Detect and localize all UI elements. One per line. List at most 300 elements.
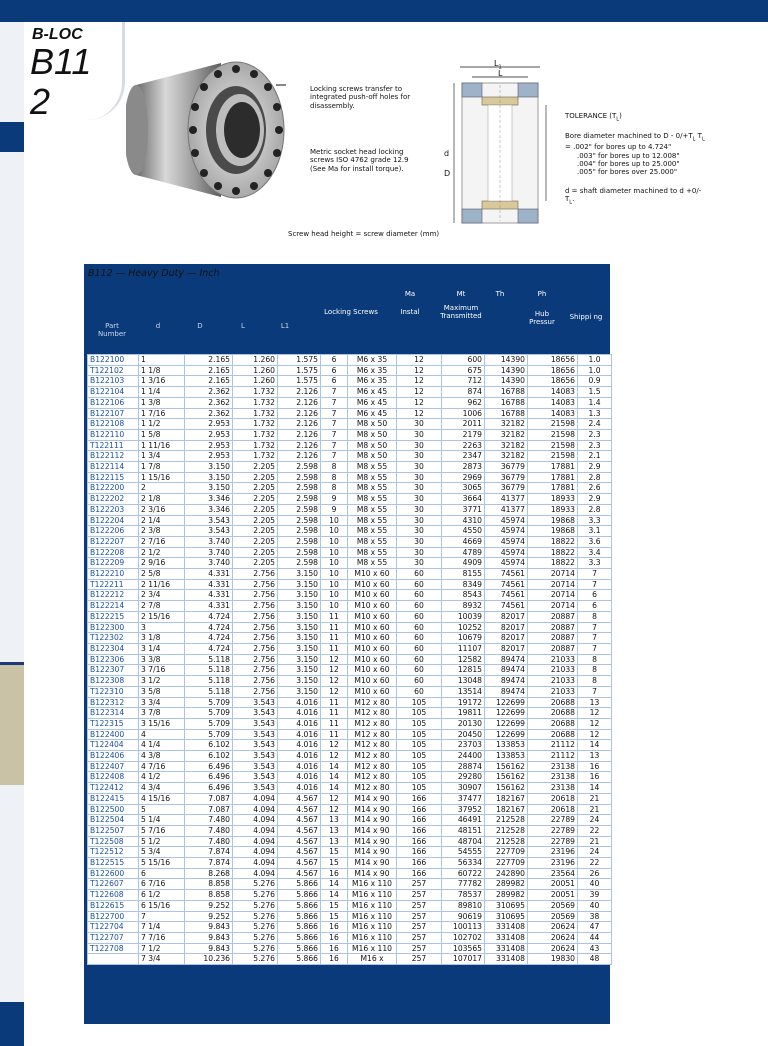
cell-screw-size: M14 x 90 xyxy=(348,793,397,804)
cell-part-number: T122404 xyxy=(88,740,139,751)
col-header-mt: Mt Maximum Transmitted xyxy=(440,290,482,320)
cell-screw-size: M8 x 55 xyxy=(348,472,397,483)
cell-length-L: 4.094 xyxy=(233,815,278,826)
cell-bore-d: 1 3/8 xyxy=(139,397,185,408)
cell-bore-d: 5 7/16 xyxy=(139,825,185,836)
brand-bloc: B-LOC xyxy=(32,26,83,43)
cell-length-L1: 2.126 xyxy=(278,408,321,419)
cell-screw-size: M14 x 90 xyxy=(348,847,397,858)
cell-install-torque: 60 xyxy=(397,622,442,633)
table-row xyxy=(88,868,612,879)
cell-length-L1: 4.567 xyxy=(278,868,321,879)
cell-install-torque: 105 xyxy=(397,772,442,783)
cell-screw-count: 12 xyxy=(321,665,348,676)
cell-part-number: B122202 xyxy=(88,494,139,505)
cell-hub-pressure: 18822 xyxy=(528,547,578,558)
cell-shipping-weight: 2.9 xyxy=(578,494,612,505)
cell-shipping-weight: 3.3 xyxy=(578,558,612,569)
cell-thrust: 212528 xyxy=(485,815,528,826)
cell-max-torque: 12815 xyxy=(442,665,485,676)
cell-screw-size: M12 x 80 xyxy=(348,783,397,794)
cell-length-L1: 2.598 xyxy=(278,558,321,569)
cell-bore-d: 3 15/16 xyxy=(139,718,185,729)
cell-bore-d: 4 3/4 xyxy=(139,783,185,794)
cross-section-drawing xyxy=(440,55,560,235)
cell-screw-count: 13 xyxy=(321,836,348,847)
cell-length-L1: 4.567 xyxy=(278,847,321,858)
cell-thrust: 331408 xyxy=(485,943,528,954)
table-row xyxy=(88,676,612,687)
cell-part-number: B122507 xyxy=(88,825,139,836)
cell-thrust: 36779 xyxy=(485,472,528,483)
cell-hub-pressure: 20569 xyxy=(528,900,578,911)
cell-shipping-weight: 1.5 xyxy=(578,387,612,398)
cell-max-torque: 675 xyxy=(442,365,485,376)
cell-hub-pressure: 21598 xyxy=(528,419,578,430)
table-row xyxy=(88,729,612,740)
cell-thrust: 36779 xyxy=(485,462,528,473)
cell-length-L: 2.756 xyxy=(233,686,278,697)
cell-outer-D: 5.709 xyxy=(185,718,233,729)
cell-bore-d: 6 1/2 xyxy=(139,890,185,901)
cell-length-L1: 2.598 xyxy=(278,504,321,515)
cell-part-number: B122615 xyxy=(88,900,139,911)
cell-shipping-weight: 8 xyxy=(578,676,612,687)
cell-thrust: 74561 xyxy=(485,579,528,590)
cell-thrust: 89474 xyxy=(485,654,528,665)
cell-length-L1: 4.567 xyxy=(278,815,321,826)
cell-screw-count: 11 xyxy=(321,622,348,633)
cell-length-L1: 3.150 xyxy=(278,611,321,622)
cell-length-L: 4.094 xyxy=(233,847,278,858)
table-row xyxy=(88,686,612,697)
cell-max-torque: 3771 xyxy=(442,504,485,515)
cell-thrust: 82017 xyxy=(485,622,528,633)
cell-part-number: B122400 xyxy=(88,729,139,740)
cell-shipping-weight: 0.9 xyxy=(578,376,612,387)
cell-part-number: B122312 xyxy=(88,697,139,708)
cell-outer-D: 10.236 xyxy=(185,954,233,965)
cell-screw-size: M6 x 35 xyxy=(348,355,397,366)
table-row xyxy=(88,515,612,526)
cell-shipping-weight: 21 xyxy=(578,804,612,815)
cell-screw-count: 6 xyxy=(321,376,348,387)
cell-thrust: 331408 xyxy=(485,922,528,933)
cell-install-torque: 30 xyxy=(397,440,442,451)
cell-max-torque: 10679 xyxy=(442,633,485,644)
cell-length-L: 2.205 xyxy=(233,494,278,505)
cell-screw-size: M8 x 55 xyxy=(348,526,397,537)
cell-max-torque: 4550 xyxy=(442,526,485,537)
cell-outer-D: 3.543 xyxy=(185,526,233,537)
cell-shipping-weight: 39 xyxy=(578,890,612,901)
cell-bore-d: 1 1/8 xyxy=(139,365,185,376)
cell-install-torque: 105 xyxy=(397,751,442,762)
cell-install-torque: 30 xyxy=(397,526,442,537)
cell-shipping-weight: 7 xyxy=(578,622,612,633)
cell-thrust: 32182 xyxy=(485,440,528,451)
cell-thrust: 289982 xyxy=(485,890,528,901)
cell-length-L: 2.205 xyxy=(233,483,278,494)
cell-install-torque: 60 xyxy=(397,611,442,622)
cell-length-L: 5.276 xyxy=(233,922,278,933)
cell-bore-d: 4 15/16 xyxy=(139,793,185,804)
cell-length-L1: 4.016 xyxy=(278,697,321,708)
cell-max-torque: 37952 xyxy=(442,804,485,815)
cell-bore-d: 3 7/16 xyxy=(139,665,185,676)
cell-bore-d: 2 11/16 xyxy=(139,579,185,590)
cell-part-number: B122114 xyxy=(88,462,139,473)
cell-screw-size: M12 x 80 xyxy=(348,708,397,719)
cell-screw-count: 7 xyxy=(321,419,348,430)
cell-thrust: 82017 xyxy=(485,633,528,644)
cell-install-torque: 30 xyxy=(397,494,442,505)
cell-part-number: T122111 xyxy=(88,440,139,451)
cell-screw-count: 9 xyxy=(321,504,348,515)
cell-length-L: 5.276 xyxy=(233,954,278,965)
cell-thrust: 89474 xyxy=(485,665,528,676)
cell-shipping-weight: 1.3 xyxy=(578,408,612,419)
cell-screw-count: 6 xyxy=(321,365,348,376)
cell-screw-size: M8 x 55 xyxy=(348,462,397,473)
cell-install-torque: 12 xyxy=(397,387,442,398)
cell-max-torque: 20130 xyxy=(442,718,485,729)
cell-max-torque: 13514 xyxy=(442,686,485,697)
cell-length-L: 1.260 xyxy=(233,365,278,376)
cell-screw-size: M10 x 60 xyxy=(348,569,397,580)
cell-outer-D: 5.709 xyxy=(185,708,233,719)
cell-thrust: 89474 xyxy=(485,676,528,687)
cell-thrust: 242890 xyxy=(485,868,528,879)
cell-length-L: 4.094 xyxy=(233,836,278,847)
cell-hub-pressure: 20688 xyxy=(528,697,578,708)
cell-length-L1: 2.598 xyxy=(278,526,321,537)
cell-length-L: 1.732 xyxy=(233,429,278,440)
cell-thrust: 310695 xyxy=(485,900,528,911)
cell-screw-count: 14 xyxy=(321,761,348,772)
cell-outer-D: 9.252 xyxy=(185,911,233,922)
cell-screw-size: M10 x 60 xyxy=(348,590,397,601)
cell-thrust: 41377 xyxy=(485,504,528,515)
cell-outer-D: 5.118 xyxy=(185,665,233,676)
table-row xyxy=(88,622,612,633)
cell-install-torque: 60 xyxy=(397,686,442,697)
cell-shipping-weight: 7 xyxy=(578,686,612,697)
cell-max-torque: 23703 xyxy=(442,740,485,751)
cell-part-number: T122310 xyxy=(88,686,139,697)
cell-shipping-weight: 7 xyxy=(578,579,612,590)
cell-part-number: T122607 xyxy=(88,879,139,890)
cell-hub-pressure: 18822 xyxy=(528,536,578,547)
cell-length-L1: 4.567 xyxy=(278,836,321,847)
cell-max-torque: 103565 xyxy=(442,943,485,954)
table-row xyxy=(88,451,612,462)
cell-thrust: 16788 xyxy=(485,387,528,398)
cell-thrust: 122699 xyxy=(485,697,528,708)
cell-outer-D: 7.480 xyxy=(185,836,233,847)
cell-thrust: 16788 xyxy=(485,397,528,408)
cell-outer-D: 4.331 xyxy=(185,590,233,601)
cell-install-torque: 257 xyxy=(397,932,442,943)
cell-thrust: 45974 xyxy=(485,515,528,526)
cell-length-L: 2.756 xyxy=(233,643,278,654)
cell-shipping-weight: 40 xyxy=(578,900,612,911)
cell-screw-size: M8 x 50 xyxy=(348,419,397,430)
cell-length-L1: 2.598 xyxy=(278,536,321,547)
cell-outer-D: 7.480 xyxy=(185,825,233,836)
cell-part-number: B122107 xyxy=(88,408,139,419)
tolerance-line2: .003" for bores up to 12.008" xyxy=(577,151,680,160)
cell-bore-d: 4 1/2 xyxy=(139,772,185,783)
cell-length-L1: 3.150 xyxy=(278,601,321,612)
cell-hub-pressure: 14083 xyxy=(528,387,578,398)
cell-hub-pressure: 22789 xyxy=(528,815,578,826)
cell-screw-count: 12 xyxy=(321,751,348,762)
cell-length-L1: 2.126 xyxy=(278,451,321,462)
cell-hub-pressure: 22789 xyxy=(528,836,578,847)
cell-thrust: 156162 xyxy=(485,783,528,794)
cell-outer-D: 4.724 xyxy=(185,633,233,644)
cell-length-L1: 4.016 xyxy=(278,718,321,729)
table-row xyxy=(88,836,612,847)
cell-install-torque: 60 xyxy=(397,579,442,590)
cell-outer-D: 2.362 xyxy=(185,397,233,408)
cell-shipping-weight: 24 xyxy=(578,815,612,826)
cell-thrust: 331408 xyxy=(485,954,528,965)
cell-screw-size: M8 x 50 xyxy=(348,440,397,451)
cell-thrust: 41377 xyxy=(485,494,528,505)
cell-max-torque: 10252 xyxy=(442,622,485,633)
cell-thrust: 14390 xyxy=(485,355,528,366)
cell-bore-d: 2 3/16 xyxy=(139,504,185,515)
cell-hub-pressure: 21033 xyxy=(528,654,578,665)
table-row xyxy=(88,472,612,483)
cell-thrust: 36779 xyxy=(485,483,528,494)
cell-screw-size: M16 x 110 xyxy=(348,932,397,943)
cell-install-torque: 30 xyxy=(397,504,442,515)
cell-max-torque: 48704 xyxy=(442,836,485,847)
cell-install-torque: 105 xyxy=(397,740,442,751)
cell-length-L: 4.094 xyxy=(233,825,278,836)
cell-hub-pressure: 23564 xyxy=(528,868,578,879)
cell-screw-count: 15 xyxy=(321,847,348,858)
cell-thrust: 32182 xyxy=(485,419,528,430)
cell-screw-size: M8 x 55 xyxy=(348,547,397,558)
cell-install-torque: 60 xyxy=(397,654,442,665)
cell-length-L1: 3.150 xyxy=(278,686,321,697)
cell-length-L1: 2.598 xyxy=(278,462,321,473)
cell-shipping-weight: 16 xyxy=(578,772,612,783)
cell-part-number: B122210 xyxy=(88,569,139,580)
cell-install-torque: 30 xyxy=(397,536,442,547)
cell-part-number: B122700 xyxy=(88,911,139,922)
cell-length-L: 2.205 xyxy=(233,504,278,515)
cell-install-torque: 60 xyxy=(397,601,442,612)
cell-screw-count: 11 xyxy=(321,729,348,740)
table-row xyxy=(88,751,612,762)
cell-screw-size: M8 x 55 xyxy=(348,494,397,505)
cell-length-L1: 5.866 xyxy=(278,932,321,943)
cell-bore-d: 7 7/16 xyxy=(139,932,185,943)
col-header-part: Part Number xyxy=(97,322,127,338)
table-row xyxy=(88,943,612,954)
cell-screw-size: M10 x 60 xyxy=(348,579,397,590)
cell-bore-d: 2 15/16 xyxy=(139,611,185,622)
cell-length-L1: 4.016 xyxy=(278,761,321,772)
cell-length-L1: 3.150 xyxy=(278,590,321,601)
cell-part-number: B122504 xyxy=(88,815,139,826)
col-header-th: Th xyxy=(495,290,505,298)
cell-bore-d: 2 7/16 xyxy=(139,536,185,547)
cell-part-number: B122515 xyxy=(88,858,139,869)
cell-max-torque: 874 xyxy=(442,387,485,398)
cell-hub-pressure: 21598 xyxy=(528,451,578,462)
cell-length-L: 3.543 xyxy=(233,772,278,783)
cell-hub-pressure: 20051 xyxy=(528,890,578,901)
cell-install-torque: 12 xyxy=(397,408,442,419)
cell-thrust: 212528 xyxy=(485,825,528,836)
cell-screw-size: M16 x 110 xyxy=(348,890,397,901)
cell-shipping-weight: 16 xyxy=(578,761,612,772)
cell-bore-d: 7 xyxy=(139,911,185,922)
cell-thrust: 32182 xyxy=(485,451,528,462)
cell-screw-size: M8 x 50 xyxy=(348,429,397,440)
cell-thrust: 74561 xyxy=(485,569,528,580)
cell-part-number: T122608 xyxy=(88,890,139,901)
cell-shipping-weight: 3.3 xyxy=(578,515,612,526)
cell-bore-d: 3 3/4 xyxy=(139,697,185,708)
cell-outer-D: 4.331 xyxy=(185,569,233,580)
cell-length-L: 5.276 xyxy=(233,890,278,901)
table-row xyxy=(88,718,612,729)
cell-part-number: B122200 xyxy=(88,483,139,494)
cell-screw-count: 11 xyxy=(321,643,348,654)
table-row xyxy=(88,526,612,537)
cell-part-number: B122306 xyxy=(88,654,139,665)
cell-install-torque: 60 xyxy=(397,633,442,644)
cell-shipping-weight: 2.1 xyxy=(578,451,612,462)
cell-length-L: 1.732 xyxy=(233,419,278,430)
cell-screw-size: M12 x 80 xyxy=(348,729,397,740)
table-row xyxy=(88,633,612,644)
cell-part-number: B122108 xyxy=(88,419,139,430)
cell-length-L: 5.276 xyxy=(233,943,278,954)
cell-part-number: T122315 xyxy=(88,718,139,729)
cell-outer-D: 6.496 xyxy=(185,772,233,783)
cell-hub-pressure: 21033 xyxy=(528,686,578,697)
cell-screw-size: M12 x 80 xyxy=(348,718,397,729)
cell-screw-size: M8 x 55 xyxy=(348,504,397,515)
cell-outer-D: 3.543 xyxy=(185,515,233,526)
cell-screw-count: 8 xyxy=(321,483,348,494)
table-row xyxy=(88,494,612,505)
cell-hub-pressure: 20618 xyxy=(528,793,578,804)
cell-screw-count: 10 xyxy=(321,515,348,526)
cell-outer-D: 9.843 xyxy=(185,932,233,943)
table-row xyxy=(88,858,612,869)
brand-model: B11 xyxy=(30,41,92,82)
cell-install-torque: 105 xyxy=(397,697,442,708)
cell-hub-pressure: 23138 xyxy=(528,783,578,794)
cell-screw-size: M10 x 60 xyxy=(348,686,397,697)
cell-thrust: 212528 xyxy=(485,836,528,847)
cell-install-torque: 12 xyxy=(397,397,442,408)
table-row xyxy=(88,355,612,366)
cell-bore-d: 1 1/2 xyxy=(139,419,185,430)
cell-thrust: 14390 xyxy=(485,376,528,387)
col-header-D: D xyxy=(197,322,203,330)
cell-thrust: 89474 xyxy=(485,686,528,697)
cell-max-torque: 600 xyxy=(442,355,485,366)
cell-hub-pressure: 20688 xyxy=(528,718,578,729)
cell-shipping-weight: 3.1 xyxy=(578,526,612,537)
cell-length-L1: 2.598 xyxy=(278,515,321,526)
cell-screw-count: 14 xyxy=(321,890,348,901)
cell-length-L1: 3.150 xyxy=(278,643,321,654)
cell-length-L: 2.205 xyxy=(233,515,278,526)
cell-thrust: 310695 xyxy=(485,911,528,922)
cell-hub-pressure: 17881 xyxy=(528,462,578,473)
cell-bore-d: 1 15/16 xyxy=(139,472,185,483)
cell-thrust: 227709 xyxy=(485,858,528,869)
cell-shipping-weight: 13 xyxy=(578,751,612,762)
cell-install-torque: 30 xyxy=(397,515,442,526)
cell-screw-size: M12 x 80 xyxy=(348,740,397,751)
cell-bore-d: 3 3/8 xyxy=(139,654,185,665)
cell-install-torque: 105 xyxy=(397,729,442,740)
cell-screw-size: M12 x 80 xyxy=(348,697,397,708)
tolerance-line4: .005" for bores over 25.000" xyxy=(577,168,678,177)
cell-screw-size: M16 x xyxy=(348,954,397,965)
cell-shipping-weight: 8 xyxy=(578,665,612,676)
cell-part-number: T122412 xyxy=(88,783,139,794)
cell-screw-count: 16 xyxy=(321,922,348,933)
cell-max-torque: 4789 xyxy=(442,547,485,558)
cell-screw-size: M10 x 60 xyxy=(348,643,397,654)
cell-install-torque: 30 xyxy=(397,429,442,440)
cell-shipping-weight: 2.8 xyxy=(578,504,612,515)
cell-part-number: T122512 xyxy=(88,847,139,858)
cell-bore-d: 2 1/4 xyxy=(139,515,185,526)
cell-shipping-weight: 3.6 xyxy=(578,536,612,547)
cell-screw-count: 11 xyxy=(321,708,348,719)
cell-shipping-weight: 13 xyxy=(578,697,612,708)
cell-shipping-weight: 7 xyxy=(578,643,612,654)
cell-outer-D: 3.150 xyxy=(185,483,233,494)
cell-shipping-weight: 1.4 xyxy=(578,397,612,408)
cell-hub-pressure: 23138 xyxy=(528,761,578,772)
cell-hub-pressure: 21598 xyxy=(528,440,578,451)
cell-install-torque: 105 xyxy=(397,783,442,794)
cell-hub-pressure: 18656 xyxy=(528,355,578,366)
col-header-ma: Ma Instal xyxy=(400,290,420,316)
cell-length-L: 1.732 xyxy=(233,397,278,408)
cell-screw-count: 16 xyxy=(321,943,348,954)
cell-outer-D: 8.858 xyxy=(185,890,233,901)
cell-bore-d: 3 1/2 xyxy=(139,676,185,687)
cell-outer-D: 8.858 xyxy=(185,879,233,890)
cell-length-L1: 2.126 xyxy=(278,440,321,451)
cell-part-number: B122115 xyxy=(88,472,139,483)
cell-shipping-weight: 2.3 xyxy=(578,440,612,451)
cell-length-L: 1.732 xyxy=(233,451,278,462)
cell-screw-count: 6 xyxy=(321,355,348,366)
cell-length-L1: 3.150 xyxy=(278,665,321,676)
cell-part-number: B122406 xyxy=(88,751,139,762)
cell-max-torque: 12582 xyxy=(442,654,485,665)
cell-thrust: 82017 xyxy=(485,611,528,622)
cell-thrust: 45974 xyxy=(485,536,528,547)
